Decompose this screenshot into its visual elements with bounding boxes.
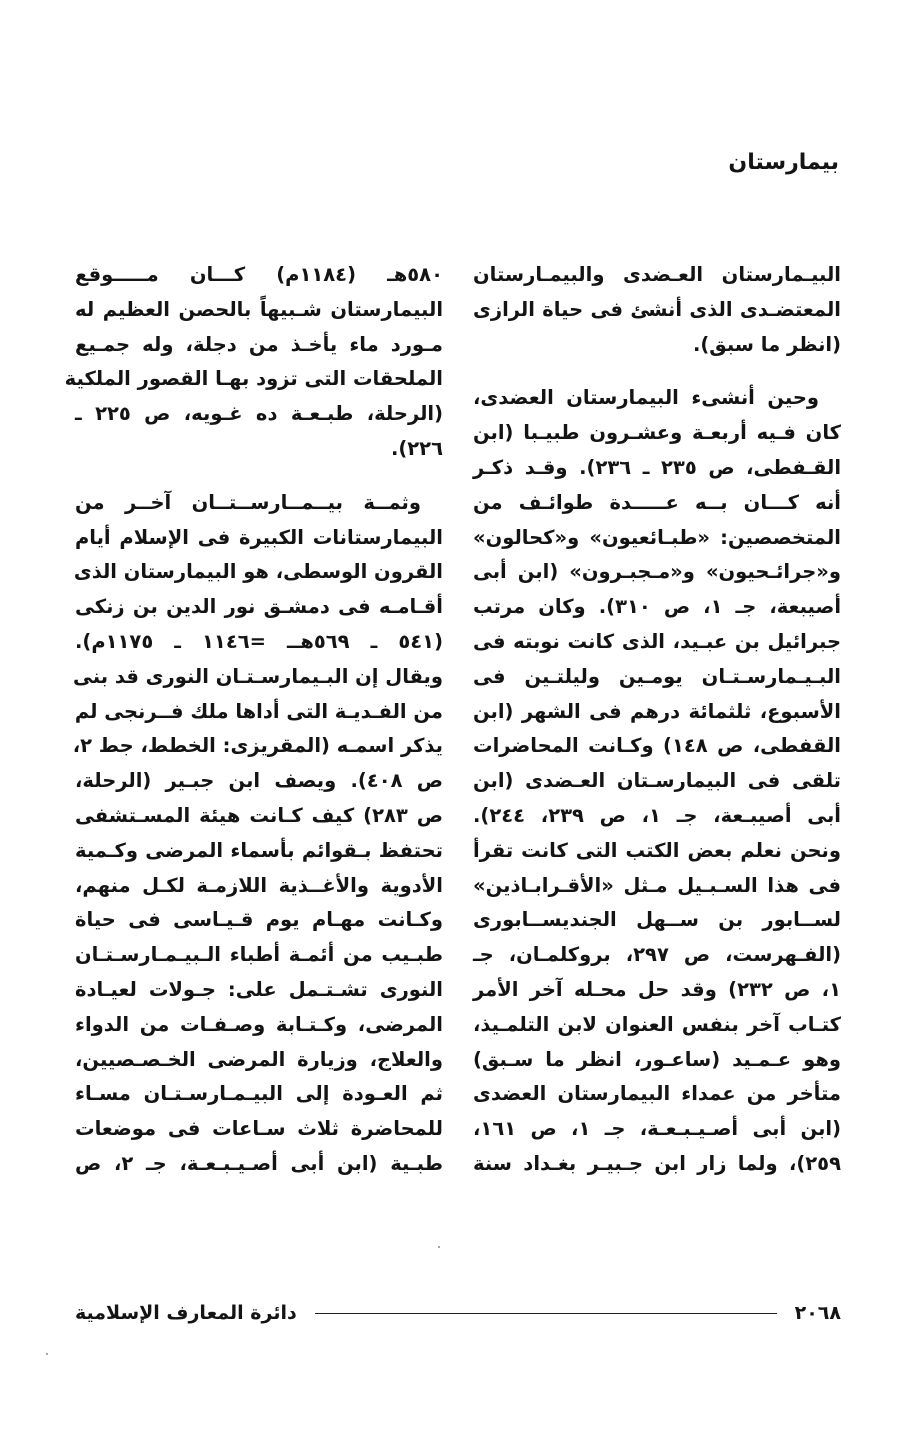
text-line: أنه كـــان بــه عـــــدة طوائـف من	[473, 490, 841, 514]
text-line: ٥٨٠هـ (١١٨٤م) كـــان مـــــوقع	[75, 263, 443, 286]
text-line: للمحاضرة ثلاث سـاعات فى موضعات	[75, 1117, 443, 1141]
text-line: ٢٢٦).	[390, 436, 443, 460]
text-line: البيـمارستان العـضدى والبيمـارستان	[473, 263, 841, 286]
text-line: (انظر ما سبق).	[692, 332, 841, 356]
text-line: ويقال إن البـيمارسـتـان النورى قد بنى	[73, 664, 443, 688]
text-line: طبـية (ابن أبى أصـيـبـعـة، جـ ٢، ص	[75, 1151, 443, 1175]
text-line: متأخر من عمداء البيمارستان العضدى	[473, 1082, 841, 1106]
text-line: كتـاب آخر بنفس العنوان لابن التلمـيذ،	[473, 1012, 841, 1036]
text-line: القـفطى، ص ٢٣٥ ـ ٢٣٦). وقـد ذكـر	[473, 455, 842, 479]
text-line: فى هذا السـبـيل مـثل «الأقـرابـاذين»	[473, 873, 841, 897]
footer-rule	[315, 1313, 777, 1314]
text-line: وثمــة بيــمــارســتــان آخــر من	[75, 490, 421, 514]
text-line: المتخصصين: «طبـائعيون» و«كحالون»	[473, 525, 841, 549]
text-line: أصيبعة، جـ ١، ص ٣١٠). وكان مرتب	[473, 595, 842, 619]
text-line: يذكر اسمـه (المقريزى: الخطط، جط ٢،	[72, 734, 443, 758]
text-line: لســابور بن ســهل الجنديســابورى	[473, 908, 841, 932]
text-line: المعتضـدى الذى أنشئ فى حياة الرازى	[473, 297, 841, 321]
text-line: ونحن نعلم بعض الكتب التى كانت تقرأ	[473, 838, 841, 862]
text-line: والعلاج، وزيارة المرضى الخـصـصيين،	[75, 1047, 443, 1071]
page-footer	[75, 1298, 841, 1328]
text-line: (٥٤١ ـ ٥٦٩هــ =١١٤٦ ـ ١١٧٥م).	[75, 629, 444, 653]
scan-speck	[46, 1353, 48, 1355]
paragraph	[473, 381, 841, 1181]
book-title: دائرة المعارف الإسلامية	[75, 1302, 297, 1324]
text-line: القرون الوسطى، هو البيمارستان الذى	[73, 560, 443, 584]
text-line: (ابن أبى أصـيـبـعـة، جـ ١، ص ١٦١،	[473, 1117, 841, 1141]
right-column	[473, 258, 841, 1201]
scan-speck	[438, 1246, 440, 1248]
text-line: أقـامـه فى دمشـق نور الدين بن زنكى	[75, 595, 443, 619]
text-line: مـورد ماء يأخـذ من دجلة، وله جمـيع	[75, 332, 443, 356]
text-line: تلقى فى البيمارسـتان العـضدى (ابن	[473, 769, 841, 793]
paragraph	[72, 486, 444, 1182]
text-line: وهو عـمـيد (ساعـور، انظر ما سـبق)	[473, 1047, 841, 1071]
text-line: البيمارستانات الكبيرة فى الإسلام أيام	[75, 525, 443, 549]
text-line: القفطى، ص ١٤٨) وكـانت المحاضرات	[473, 734, 841, 758]
text-line: الملحقات التى تزود بهـا القصور الملكية	[64, 367, 443, 391]
text-line: و«جرائـحيون» و«مـجبـرون» (ابن أبى	[473, 560, 841, 584]
text-line: ص ٢٨٣) كيف كـانت هيئة المسـتشفى	[75, 803, 443, 827]
paragraph	[64, 258, 443, 467]
text-line: طبـيب من أئمـة أطباء الـبيـمـارسـتـان	[75, 943, 443, 967]
text-line: أبى أصيبـعة، جـ ١، ص ٢٣٩، ٢٤٤).	[473, 803, 841, 827]
text-line: ص ٤٠٨). ويصف ابن جبـير (الرحلة،	[75, 769, 443, 793]
text-line: ٢٥٩)، ولما زار ابن جـبيـر بغـداد سنة	[473, 1151, 841, 1175]
left-column	[64, 258, 444, 1201]
text-line: تحتفظ بـقوائم بأسماء المرضى وكـمية	[75, 838, 443, 862]
text-line: البيمارستان شـبيهاً بالحصن العظيم له	[75, 297, 443, 321]
text-line: النورى تشـتـمل على: جـولات لعيـادة	[75, 977, 443, 1001]
text-line: ثم العـودة إلى البيـمـارسـتـان مسـاء	[75, 1082, 443, 1106]
text-line: ١، ص ٢٣٢) وقد حل محـله آخر الأمر	[473, 977, 841, 1001]
running-head: بيمارستان	[728, 150, 839, 175]
text-line: (الفـهرست، ص ٢٩٧، بروكلمـان، جـ	[473, 943, 841, 967]
text-line: البـيـمارسـتـان يومـين وليلتـين فى	[473, 664, 841, 688]
text-line: المرضى، وكـتـابة وصـفـات من الدواء	[75, 1012, 443, 1036]
text-line: من الفـديـة التى أداها ملك فــرنجى لم	[74, 699, 443, 723]
text-line: وكـانت مهـام يوم قـيـاسى فى حياة	[75, 908, 443, 932]
text-line: وحين أنشىء البيمارستان العضدى،	[473, 386, 819, 410]
text-line: (الرحلة، طبـعـة ده غـويه، ص ٢٢٥ ـ	[75, 402, 443, 426]
text-line: كان فـيه أربعـة وعشـرون طبيـبا (ابن	[473, 421, 841, 445]
page-number: ٢٠٦٨	[794, 1302, 841, 1324]
paragraph	[473, 258, 841, 362]
text-line: جبرائيل بن عبـيد، الذى كانت نوبته فى	[473, 629, 841, 653]
text-line: الأدوية والأغــذية اللازمـة لكـل منهم،	[75, 873, 443, 897]
text-line: الأسبوع، ثلثمائة درهم فى الشهر (ابن	[473, 699, 841, 723]
